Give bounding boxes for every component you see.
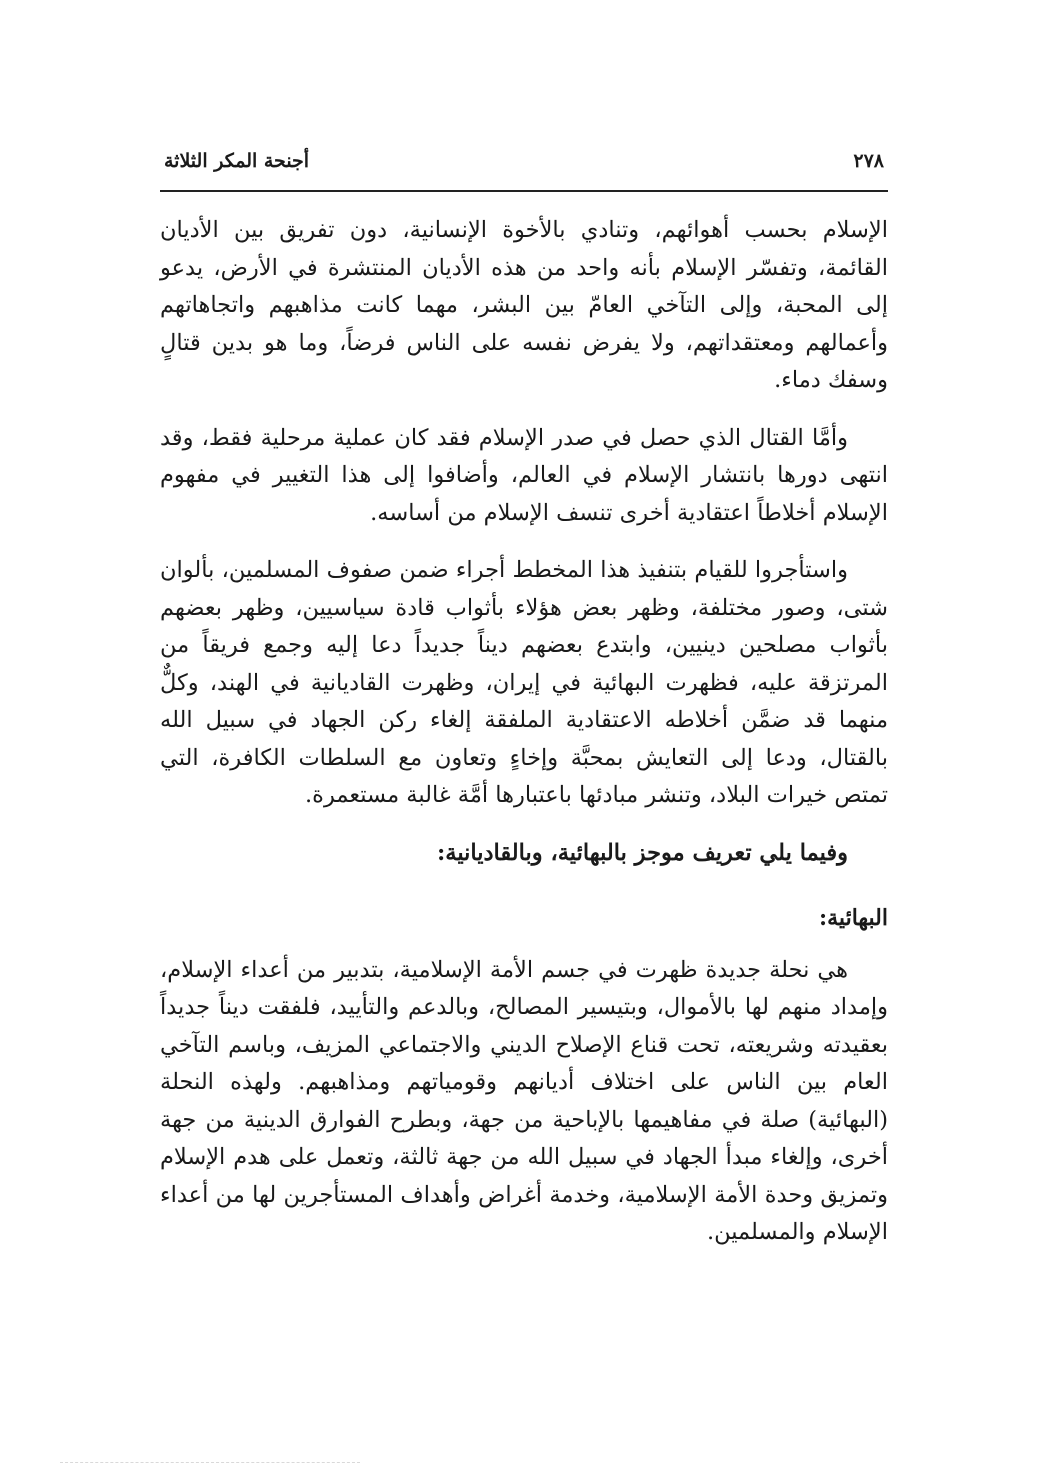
section-paragraph: هي نحلة جديدة ظهرت في جسم الأمة الإسلامية، بتدبير من أعداء الإسلام، وإمداد منهم لها بالأموال، وبتيسير المصالح، وبالدعم والتأييد، فلفقت ديناً جديداً بعقيدته وشريعته، تحت قناع الإصلاح الديني والاجتماعي المزيف، وباسم التآخي العام بين الناس على اختلاف أديانهم وقومياتهم ومذاهبهم. ولهذه النحلة (البهائية) صلة في مفاهيمها بالإباحية من جهة، وبطرح الفوارق الدينية من جهة أخرى، وإلغاء مبدأ الجهاد في سبيل الله من جهة ثالثة، وتعمل على هدم الإسلام وتمزيق وحدة الأمة الإسلامية، وخدمة أغراض وأهداف المستأجرين لها من أعداء الإسلام والمسلمين. bbox=[160, 956, 888, 1245]
paragraph: وأمَّا القتال الذي حصل في صدر الإسلام فقد كان عملية مرحلية فقط، وقد انتهى دورها بانتشار الإسلام في العالم، وأضافوا إلى هذا التغيير في مفهوم الإسلام أخلاطاً اعتقادية أخرى تنسف الإسلام من أساسه. bbox=[160, 424, 888, 526]
paragraph: واستأجروا للقيام بتنفيذ هذا المخطط أجراء ضمن صفوف المسلمين، بألوان شتى، وصور مختلفة، وظهر بعض هؤلاء بأثواب قادة سياسيين، وظهر بعضهم بأثواب مصلحين دينيين، وابتدع بعضهم ديناً جديداً دعا إليه وجمع فريقاً من المرتزقة عليه، فظهرت البهائية في إيران، وظهرت القاديانية في الهند، وكلٌّ منهما قد ضمَّن أخلاطه الاعتقادية الملفقة إلغاء ركن الجهاد في سبيل الله بالقتال، ودعا إلى التعايش بمحبَّة وإخاءٍ وتعاون مع السلطات الكافرة، التي تمتص خيرات البلاد، وتنشر مبادئها باعتبارها أمَّة غالبة مستعمرة. bbox=[160, 557, 888, 808]
running-header bbox=[160, 150, 888, 186]
page-body bbox=[160, 212, 888, 1252]
paragraph-continuation: الإسلام بحسب أهوائهم، وتنادي بالأخوة الإنسانية، دون تفريق بين الأديان القائمة، وتفسّر الإسلام بأنه واحد من هذه الأديان المنتشرة في الأرض، يدعو إلى المحبة، وإلى التآخي العامّ بين البشر، مهما كانت مذاهبهم واتجاهاتهم وأعمالهم ومعتقداتهم، ولا يفرض نفسه على الناس فرضاً، وما هو بدين قتالٍ وسفك دماء. bbox=[160, 217, 888, 393]
page-number: ٢٧٨ bbox=[853, 150, 884, 172]
book-page bbox=[160, 150, 888, 1272]
section-heading: البهائية: bbox=[819, 905, 888, 931]
book-title: أجنحة المكر الثلاثة bbox=[164, 150, 310, 172]
paragraph-intro: وفيما يلي تعريف موجز بالبهائية، وبالقاديانية: bbox=[437, 839, 848, 866]
scan-artifact-line bbox=[60, 1462, 360, 1463]
header-rule bbox=[160, 190, 888, 192]
